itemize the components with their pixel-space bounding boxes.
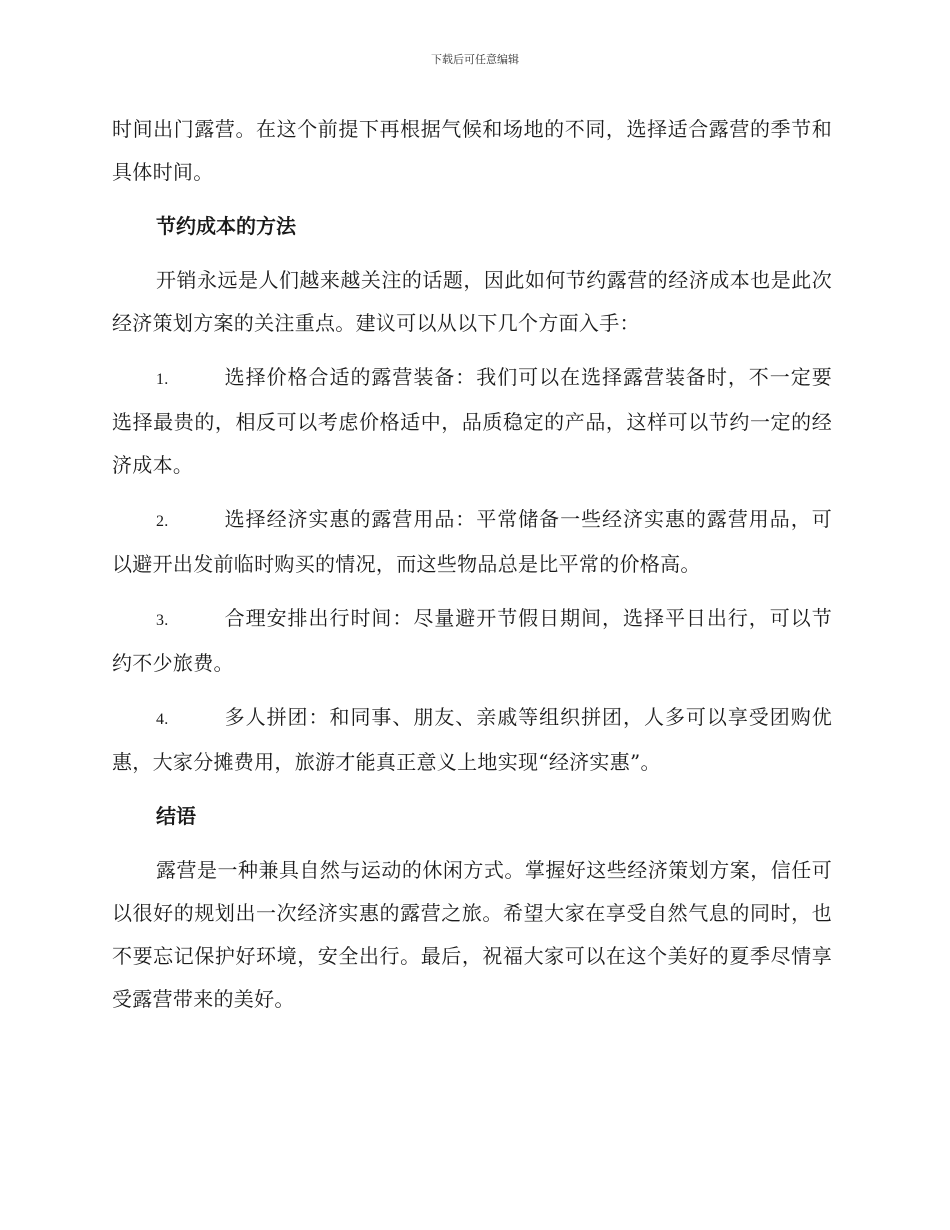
section-heading-conclusion: 结语 <box>156 804 196 828</box>
cost-intro-paragraph: 开销永远是人们越来越关注的话题，因此如何节约露营的经济成本也是此次经济策划方案的关注重点。建议可以从以下几个方面入手： <box>112 268 832 335</box>
list-item <box>112 356 832 487</box>
list-item-number: 4. <box>156 711 169 728</box>
conclusion-paragraph: 露营是一种兼具自然与运动的休闲方式。掌握好这些经济策划方案，信任可以很好的规划出一次经济实惠的露营之旅。希望大家在享受自然气息的同时，也不要忘记保护好环境，安全出行。最后，祝福大家可以在这个美好的夏季尽情享受露营带来的美好。 <box>112 858 832 1011</box>
list-item-text: 选择经济实惠的露营用品：平常储备一些经济实惠的露营用品，可以避开出发前临时购买的情况，而这些物品总是比平常的价格高。 <box>112 507 832 576</box>
list-item-number: 1. <box>156 371 169 388</box>
list-item-text: 多人拼团：和同事、朋友、亲戚等组织拼团，人多可以享受团购优惠，大家分摊费用，旅游才能真正意义上地实现“经济实惠”。 <box>112 705 832 774</box>
list-item-text: 选择价格合适的露营装备：我们可以在选择露营装备时，不一定要选择最贵的，相反可以考虑价格适中，品质稳定的产品，这样可以节约一定的经济成本。 <box>112 365 832 477</box>
page-header: 下载后可任意编辑 <box>431 53 519 66</box>
list-item <box>112 696 832 784</box>
list-item-number: 3. <box>156 612 169 629</box>
list-item <box>112 597 832 685</box>
list-item-text: 合理安排出行时间：尽量避开节假日期间，选择平日出行，可以节约不少旅费。 <box>112 606 832 675</box>
section-heading-cost-saving: 节约成本的方法 <box>156 214 296 238</box>
document-body <box>112 108 832 1032</box>
list-item <box>112 498 832 586</box>
intro-continuation-paragraph: 时间出门露营。在这个前提下再根据气候和场地的不同，选择适合露营的季节和具体时间。 <box>112 117 832 184</box>
list-item-number: 2. <box>156 513 169 530</box>
